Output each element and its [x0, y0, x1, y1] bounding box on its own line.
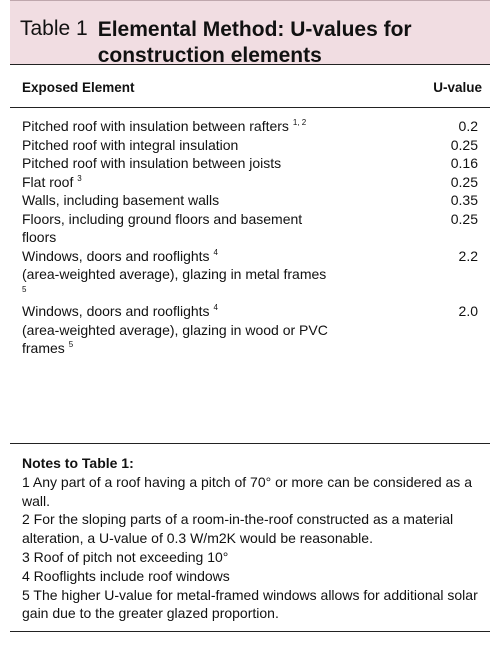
- u-value-cell: 2.2: [458, 247, 478, 264]
- notes-bottom-rule: [10, 631, 490, 632]
- column-header-u-value: U-value: [433, 80, 482, 95]
- element-cell: Floors, including ground floors and basement floors: [22, 210, 303, 245]
- u-values-table: [10, 0, 490, 632]
- table-title-box: [10, 0, 490, 67]
- table-row: [22, 210, 482, 247]
- table-header: [10, 65, 490, 107]
- table-number: Table 1: [20, 17, 88, 40]
- note-item: 3 Roof of pitch not exceeding 10°: [22, 548, 229, 565]
- table-row: [22, 117, 482, 136]
- footnote-ref: 5: [22, 284, 27, 294]
- notes-title: Notes to Table 1:: [22, 455, 134, 471]
- note-item: 4 Rooflights include roof windows: [22, 567, 230, 584]
- element-cell: Flat roof $^3$: [22, 173, 82, 190]
- u-value-cell: 0.25: [450, 173, 478, 190]
- table-row: [22, 302, 482, 358]
- table-body: [10, 108, 490, 443]
- element-cell: Windows, doors and rooflights $^4$ (area-weighted average), glazing in metal frames $^5$: [22, 247, 327, 294]
- footnote-ref: 1, 2: [292, 118, 307, 127]
- note-item: 5 The higher U-value for metal-framed windows allows for additional solar gain due to the greater glazed proportion.: [22, 586, 478, 622]
- footnote-ref: 3: [77, 173, 82, 183]
- u-value-cell: 0.2: [458, 118, 478, 134]
- u-value-cell: 0.16: [450, 155, 478, 171]
- u-value-cell: 0.25: [450, 136, 478, 153]
- table-title-line1: Elemental Method: U-values for: [97, 18, 412, 41]
- u-value-cell: 0.35: [450, 192, 478, 208]
- table-row: [22, 136, 482, 155]
- table-title-line2: construction elements: [97, 44, 322, 67]
- table-row: [22, 191, 482, 210]
- footnote-ref: 5: [68, 340, 74, 349]
- table-title: [97, 17, 412, 67]
- element-cell: Pitched roof with insulation between joists: [22, 155, 282, 171]
- notes-section: [10, 444, 490, 631]
- footnote-ref: 4: [213, 303, 218, 312]
- table-row: [22, 154, 482, 173]
- element-cell: Pitched roof with integral insulation: [22, 136, 239, 153]
- element-cell: Windows, doors and rooflights $^4$ (area-weighted average), glazing in wood or PVC frames $^5$: [22, 303, 328, 356]
- u-value-cell: 0.25: [450, 210, 478, 227]
- note-item: 1 Any part of a roof having a pitch of 70° or more can be considered as a wall.: [22, 473, 472, 509]
- note-item: 2 For the sloping parts of a room-in-the-roof constructed as a material alteration, a U-value of 0.3 W/m2K would be reasonable.: [22, 511, 454, 547]
- element-cell: Pitched roof with insulation between rafters $^{1, 2}$: [22, 118, 307, 134]
- column-header-element: Exposed Element: [22, 80, 135, 95]
- element-cell: Walls, including basement walls: [22, 192, 220, 208]
- table-row: [22, 173, 482, 192]
- table-row: [22, 247, 482, 303]
- footnote-ref: 4: [213, 247, 218, 257]
- u-value-cell: 2.0: [458, 303, 478, 319]
